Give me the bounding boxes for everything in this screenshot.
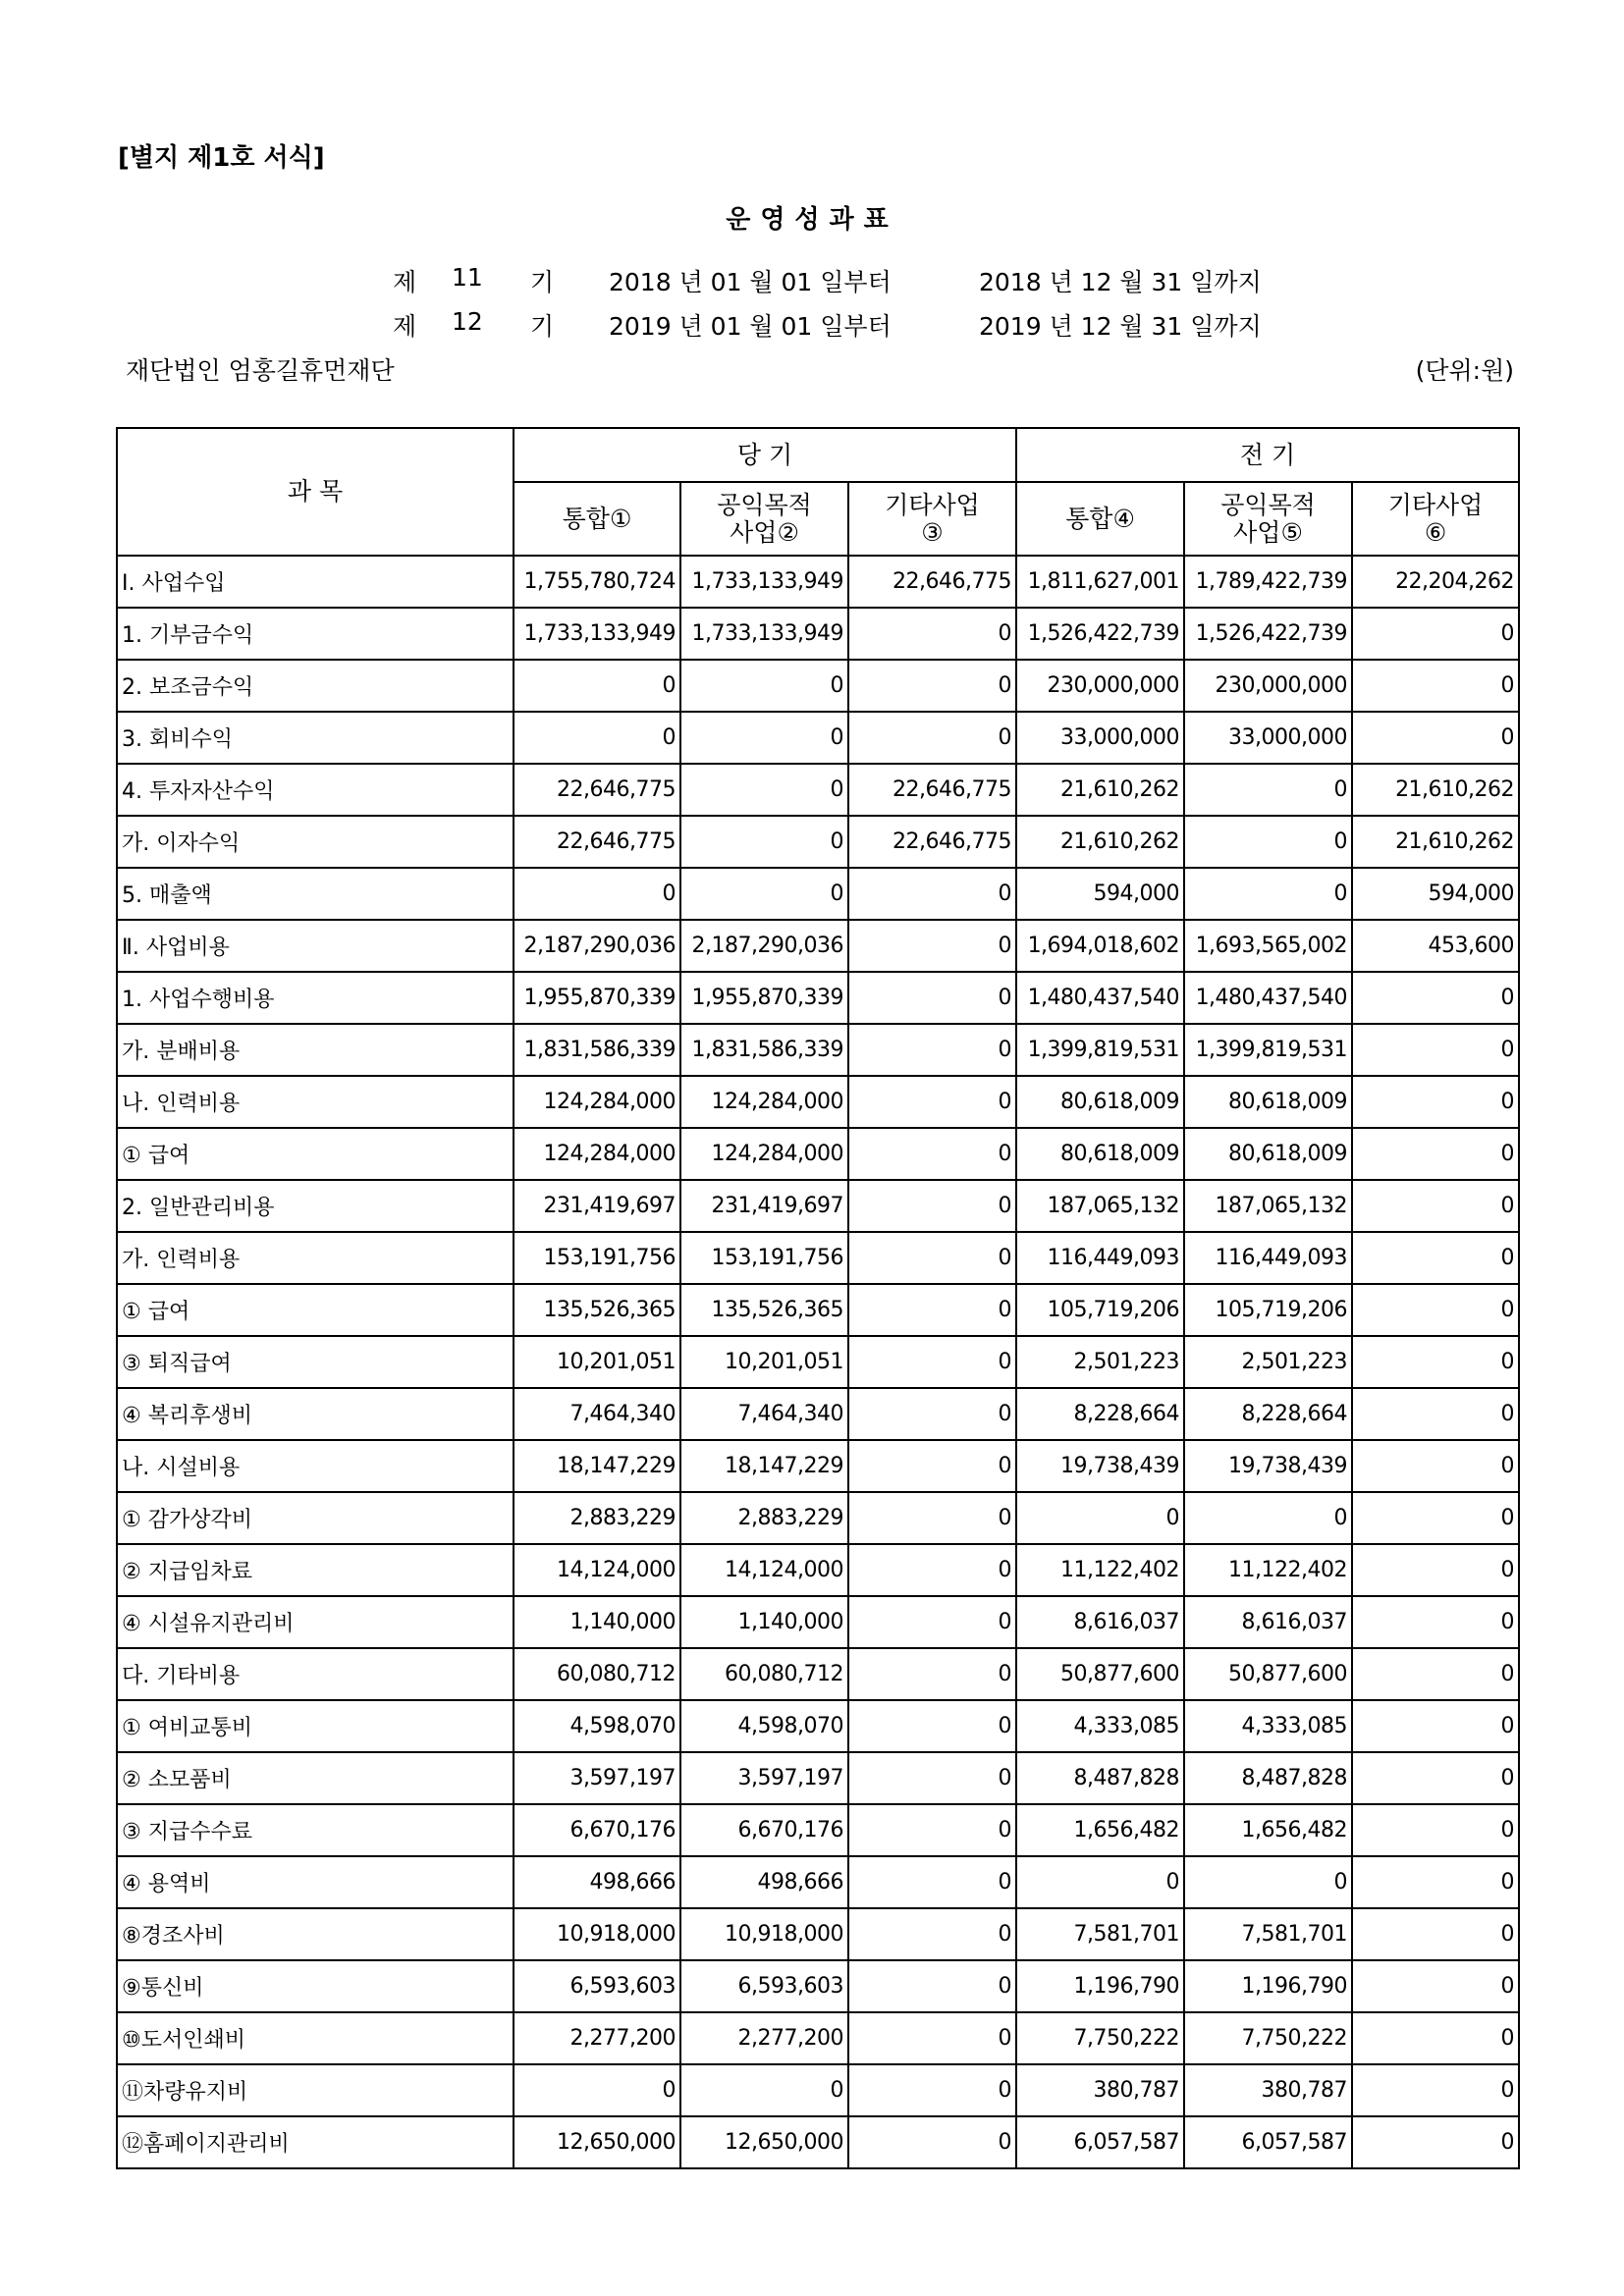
amount-cell: 8,616,037 <box>1184 1596 1352 1648</box>
amount-cell: 0 <box>848 1856 1016 1908</box>
amount-cell: 0 <box>1352 1700 1519 1752</box>
row-label: ① 감가상각비 <box>117 1492 514 1544</box>
amount-cell: 0 <box>1352 1908 1519 1960</box>
amount-cell: 7,750,222 <box>1184 2012 1352 2064</box>
amount-cell: 12,650,000 <box>514 2116 680 2168</box>
amount-cell: 0 <box>514 868 680 920</box>
amount-cell: 50,877,600 <box>1016 1648 1184 1700</box>
row-label: ② 소모품비 <box>117 1752 514 1804</box>
amount-cell: 4,333,085 <box>1016 1700 1184 1752</box>
amount-cell: 0 <box>848 660 1016 712</box>
amount-cell: 18,147,229 <box>514 1440 680 1492</box>
table-row <box>117 1336 1519 1388</box>
previous-total-header: 통합④ <box>1016 482 1184 556</box>
table-row <box>117 920 1519 972</box>
amount-cell: 498,666 <box>514 1856 680 1908</box>
amount-cell: 10,201,051 <box>680 1336 848 1388</box>
amount-cell: 1,399,819,531 <box>1016 1024 1184 1076</box>
amount-cell: 4,333,085 <box>1184 1700 1352 1752</box>
amount-cell: 21,610,262 <box>1352 764 1519 816</box>
amount-cell: 1,196,790 <box>1016 1960 1184 2012</box>
period-number: 12 <box>452 307 483 336</box>
amount-cell: 0 <box>680 868 848 920</box>
amount-cell: 7,464,340 <box>514 1388 680 1440</box>
amount-cell: 8,616,037 <box>1016 1596 1184 1648</box>
table-row <box>117 1440 1519 1492</box>
period-suffix: 기 <box>530 268 555 296</box>
table-row <box>117 1700 1519 1752</box>
amount-cell: 33,000,000 <box>1016 712 1184 764</box>
amount-cell: 0 <box>1352 1180 1519 1232</box>
amount-cell: 4,598,070 <box>514 1700 680 1752</box>
amount-cell: 2,277,200 <box>514 2012 680 2064</box>
amount-cell: 153,191,756 <box>680 1232 848 1284</box>
row-label: ⑫홈페이지관리비 <box>117 2116 514 2168</box>
table-row <box>117 1024 1519 1076</box>
amount-cell: 0 <box>680 816 848 868</box>
amount-cell: 0 <box>848 1128 1016 1180</box>
amount-cell: 0 <box>680 660 848 712</box>
row-label: 나. 시설비용 <box>117 1440 514 1492</box>
amount-cell: 6,670,176 <box>680 1804 848 1856</box>
amount-cell: 0 <box>848 2116 1016 2168</box>
amount-cell: 80,618,009 <box>1016 1076 1184 1128</box>
amount-cell: 60,080,712 <box>680 1648 848 1700</box>
amount-cell: 11,122,402 <box>1184 1544 1352 1596</box>
amount-cell: 0 <box>848 608 1016 660</box>
row-label: ③ 퇴직급여 <box>117 1336 514 1388</box>
current-period-header: 당 기 <box>514 428 1016 482</box>
amount-cell: 0 <box>848 868 1016 920</box>
amount-cell: 0 <box>848 1752 1016 1804</box>
amount-cell: 0 <box>848 1960 1016 2012</box>
amount-cell: 6,593,603 <box>514 1960 680 2012</box>
amount-cell: 0 <box>680 764 848 816</box>
amount-cell: 0 <box>1352 2064 1519 2116</box>
amount-cell: 22,204,262 <box>1352 556 1519 608</box>
table-body <box>117 556 1519 2168</box>
amount-cell: 1,526,422,739 <box>1016 608 1184 660</box>
amount-cell: 33,000,000 <box>1184 712 1352 764</box>
amount-cell: 1,140,000 <box>680 1596 848 1648</box>
amount-cell: 0 <box>848 920 1016 972</box>
amount-cell: 1,831,586,339 <box>680 1024 848 1076</box>
table-row <box>117 1856 1519 1908</box>
amount-cell: 0 <box>848 1908 1016 1960</box>
table-row <box>117 1284 1519 1336</box>
row-label: Ⅰ. 사업수입 <box>117 556 514 608</box>
amount-cell: 116,449,093 <box>1016 1232 1184 1284</box>
amount-cell: 1,733,133,949 <box>514 608 680 660</box>
period-prefix: 제 <box>393 312 417 341</box>
amount-cell: 7,581,701 <box>1184 1908 1352 1960</box>
amount-cell: 3,597,197 <box>514 1752 680 1804</box>
amount-cell: 498,666 <box>680 1856 848 1908</box>
amount-cell: 0 <box>848 1180 1016 1232</box>
row-label: Ⅱ. 사업비용 <box>117 920 514 972</box>
amount-cell: 4,598,070 <box>680 1700 848 1752</box>
row-label: ④ 용역비 <box>117 1856 514 1908</box>
amount-cell: 124,284,000 <box>514 1076 680 1128</box>
amount-cell: 10,918,000 <box>680 1908 848 1960</box>
amount-cell: 0 <box>848 2064 1016 2116</box>
row-label: ② 지급임차료 <box>117 1544 514 1596</box>
amount-cell: 0 <box>680 2064 848 2116</box>
amount-cell: 1,480,437,540 <box>1184 972 1352 1024</box>
amount-cell: 0 <box>1352 1076 1519 1128</box>
amount-cell: 0 <box>1352 1024 1519 1076</box>
amount-cell: 0 <box>1352 1388 1519 1440</box>
period-number: 11 <box>452 263 483 292</box>
amount-cell: 10,201,051 <box>514 1336 680 1388</box>
amount-cell: 11,122,402 <box>1016 1544 1184 1596</box>
row-label: ④ 복리후생비 <box>117 1388 514 1440</box>
amount-cell: 22,646,775 <box>848 556 1016 608</box>
amount-cell: 60,080,712 <box>514 1648 680 1700</box>
amount-cell: 6,057,587 <box>1184 2116 1352 2168</box>
amount-cell: 231,419,697 <box>680 1180 848 1232</box>
amount-cell: 0 <box>1184 868 1352 920</box>
table-row <box>117 1544 1519 1596</box>
amount-cell: 0 <box>848 1700 1016 1752</box>
amount-cell: 1,693,565,002 <box>1184 920 1352 972</box>
row-label: 1. 사업수행비용 <box>117 972 514 1024</box>
amount-cell: 187,065,132 <box>1016 1180 1184 1232</box>
amount-cell: 380,787 <box>1016 2064 1184 2116</box>
row-label: 가. 이자수익 <box>117 816 514 868</box>
row-label: ⑨통신비 <box>117 1960 514 2012</box>
amount-cell: 0 <box>848 712 1016 764</box>
table-row <box>117 1076 1519 1128</box>
amount-cell: 0 <box>848 1596 1016 1648</box>
amount-cell: 0 <box>1352 1596 1519 1648</box>
amount-cell: 124,284,000 <box>514 1128 680 1180</box>
amount-cell: 0 <box>848 1388 1016 1440</box>
amount-cell: 0 <box>848 1492 1016 1544</box>
amount-cell: 0 <box>1184 764 1352 816</box>
row-label: ① 급여 <box>117 1284 514 1336</box>
table-row <box>117 1648 1519 1700</box>
amount-cell: 0 <box>1352 660 1519 712</box>
amount-cell: 1,140,000 <box>514 1596 680 1648</box>
amount-cell: 0 <box>1184 1492 1352 1544</box>
amount-cell: 1,831,586,339 <box>514 1024 680 1076</box>
amount-cell: 1,480,437,540 <box>1016 972 1184 1024</box>
table-row <box>117 1128 1519 1180</box>
operating-results-table <box>116 427 1520 2169</box>
amount-cell: 230,000,000 <box>1184 660 1352 712</box>
amount-cell: 1,811,627,001 <box>1016 556 1184 608</box>
amount-cell: 594,000 <box>1016 868 1184 920</box>
row-label: 2. 일반관리비용 <box>117 1180 514 1232</box>
amount-cell: 0 <box>1352 1856 1519 1908</box>
amount-cell: 6,057,587 <box>1016 2116 1184 2168</box>
amount-cell: 0 <box>1352 1128 1519 1180</box>
row-label: ④ 시설유지관리비 <box>117 1596 514 1648</box>
amount-cell: 18,147,229 <box>680 1440 848 1492</box>
previous-other-header: 기타사업 ⑥ <box>1352 482 1519 556</box>
document-title: 운영성과표 <box>726 205 898 235</box>
amount-cell: 21,610,262 <box>1016 816 1184 868</box>
table-row <box>117 816 1519 868</box>
amount-cell: 0 <box>1352 1492 1519 1544</box>
table-row <box>117 764 1519 816</box>
table-row <box>117 1180 1519 1232</box>
amount-cell: 21,610,262 <box>1352 816 1519 868</box>
table-row <box>117 1804 1519 1856</box>
amount-cell: 0 <box>1352 608 1519 660</box>
amount-cell: 0 <box>1352 1336 1519 1388</box>
table-row <box>117 608 1519 660</box>
amount-cell: 0 <box>680 712 848 764</box>
amount-cell: 12,650,000 <box>680 2116 848 2168</box>
previous-public-header: 공익목적 사업⑤ <box>1184 482 1352 556</box>
amount-cell: 8,487,828 <box>1184 1752 1352 1804</box>
amount-cell: 80,618,009 <box>1184 1128 1352 1180</box>
amount-cell: 1,399,819,531 <box>1184 1024 1352 1076</box>
amount-cell: 0 <box>514 660 680 712</box>
row-label: 5. 매출액 <box>117 868 514 920</box>
amount-cell: 124,284,000 <box>680 1076 848 1128</box>
period-prefix: 제 <box>393 268 417 296</box>
amount-cell: 2,187,290,036 <box>514 920 680 972</box>
amount-cell: 14,124,000 <box>514 1544 680 1596</box>
amount-cell: 0 <box>1352 1648 1519 1700</box>
amount-cell: 2,883,229 <box>680 1492 848 1544</box>
amount-cell: 8,228,664 <box>1016 1388 1184 1440</box>
amount-cell: 0 <box>848 1804 1016 1856</box>
amount-cell: 0 <box>848 1440 1016 1492</box>
table-row <box>117 1960 1519 2012</box>
row-label: ⑪차량유지비 <box>117 2064 514 2116</box>
amount-cell: 1,196,790 <box>1184 1960 1352 2012</box>
table-row <box>117 2064 1519 2116</box>
amount-cell: 1,694,018,602 <box>1016 920 1184 972</box>
amount-cell: 6,593,603 <box>680 1960 848 2012</box>
previous-period-header: 전 기 <box>1016 428 1519 482</box>
amount-cell: 0 <box>848 1284 1016 1336</box>
row-label: 2. 보조금수익 <box>117 660 514 712</box>
row-label: ③ 지급수수료 <box>117 1804 514 1856</box>
current-total-header: 통합① <box>514 482 680 556</box>
amount-cell: 230,000,000 <box>1016 660 1184 712</box>
row-label: ⑩도서인쇄비 <box>117 2012 514 2064</box>
table-row <box>117 1752 1519 1804</box>
row-label: ⑧경조사비 <box>117 1908 514 1960</box>
period-start: 2019 년 01 월 01 일부터 <box>609 312 892 341</box>
current-public-header: 공익목적 사업② <box>680 482 848 556</box>
amount-cell: 3,597,197 <box>680 1752 848 1804</box>
amount-cell: 0 <box>1016 1492 1184 1544</box>
amount-cell: 0 <box>1352 712 1519 764</box>
amount-cell: 22,646,775 <box>848 816 1016 868</box>
amount-cell: 1,955,870,339 <box>680 972 848 1024</box>
amount-cell: 187,065,132 <box>1184 1180 1352 1232</box>
row-label: ① 급여 <box>117 1128 514 1180</box>
amount-cell: 0 <box>848 1024 1016 1076</box>
amount-cell: 0 <box>514 2064 680 2116</box>
amount-cell: 22,646,775 <box>848 764 1016 816</box>
subject-header: 과 목 <box>117 428 514 556</box>
row-label: 가. 인력비용 <box>117 1232 514 1284</box>
table-row <box>117 2116 1519 2168</box>
amount-cell: 135,526,365 <box>514 1284 680 1336</box>
amount-cell: 124,284,000 <box>680 1128 848 1180</box>
amount-cell: 0 <box>1352 1960 1519 2012</box>
amount-cell: 0 <box>848 1648 1016 1700</box>
amount-cell: 0 <box>1352 1752 1519 1804</box>
row-label: 나. 인력비용 <box>117 1076 514 1128</box>
table-row <box>117 868 1519 920</box>
amount-cell: 80,618,009 <box>1016 1128 1184 1180</box>
amount-cell: 0 <box>1352 1544 1519 1596</box>
amount-cell: 0 <box>1352 2116 1519 2168</box>
amount-cell: 2,501,223 <box>1016 1336 1184 1388</box>
amount-cell: 2,277,200 <box>680 2012 848 2064</box>
period-end: 2019 년 12 월 31 일까지 <box>979 312 1262 341</box>
table-row <box>117 556 1519 608</box>
row-label: 3. 회비수익 <box>117 712 514 764</box>
amount-cell: 22,646,775 <box>514 816 680 868</box>
row-label: ① 여비교통비 <box>117 1700 514 1752</box>
amount-cell: 0 <box>514 712 680 764</box>
table-row <box>117 1596 1519 1648</box>
amount-cell: 1,526,422,739 <box>1184 608 1352 660</box>
table-row <box>117 1908 1519 1960</box>
amount-cell: 2,501,223 <box>1184 1336 1352 1388</box>
table-row <box>117 1388 1519 1440</box>
amount-cell: 1,656,482 <box>1016 1804 1184 1856</box>
amount-cell: 2,883,229 <box>514 1492 680 1544</box>
table-row <box>117 1232 1519 1284</box>
amount-cell: 135,526,365 <box>680 1284 848 1336</box>
period-start: 2018 년 01 월 01 일부터 <box>609 268 892 296</box>
amount-cell: 1,656,482 <box>1184 1804 1352 1856</box>
amount-cell: 14,124,000 <box>680 1544 848 1596</box>
table-row <box>117 972 1519 1024</box>
amount-cell: 21,610,262 <box>1016 764 1184 816</box>
amount-cell: 7,581,701 <box>1016 1908 1184 1960</box>
period-suffix: 기 <box>530 312 555 341</box>
amount-cell: 0 <box>1352 1284 1519 1336</box>
amount-cell: 0 <box>848 2012 1016 2064</box>
amount-cell: 105,719,206 <box>1184 1284 1352 1336</box>
amount-cell: 1,955,870,339 <box>514 972 680 1024</box>
amount-cell: 453,600 <box>1352 920 1519 972</box>
unit-label: (단위:원) <box>1415 356 1514 385</box>
amount-cell: 19,738,439 <box>1184 1440 1352 1492</box>
table-row <box>117 1492 1519 1544</box>
amount-cell: 594,000 <box>1352 868 1519 920</box>
amount-cell: 8,228,664 <box>1184 1388 1352 1440</box>
amount-cell: 153,191,756 <box>514 1232 680 1284</box>
table-row <box>117 660 1519 712</box>
row-label: 다. 기타비용 <box>117 1648 514 1700</box>
amount-cell: 0 <box>848 1336 1016 1388</box>
form-label: [별지 제1호 서식] <box>118 143 325 173</box>
amount-cell: 231,419,697 <box>514 1180 680 1232</box>
amount-cell: 105,719,206 <box>1016 1284 1184 1336</box>
amount-cell: 1,789,422,739 <box>1184 556 1352 608</box>
amount-cell: 0 <box>848 1232 1016 1284</box>
amount-cell: 1,755,780,724 <box>514 556 680 608</box>
amount-cell: 2,187,290,036 <box>680 920 848 972</box>
current-other-header: 기타사업 ③ <box>848 482 1016 556</box>
amount-cell: 19,738,439 <box>1016 1440 1184 1492</box>
amount-cell: 7,464,340 <box>680 1388 848 1440</box>
table-row <box>117 2012 1519 2064</box>
amount-cell: 0 <box>1016 1856 1184 1908</box>
amount-cell: 0 <box>1352 1440 1519 1492</box>
table-row <box>117 712 1519 764</box>
amount-cell: 116,449,093 <box>1184 1232 1352 1284</box>
amount-cell: 10,918,000 <box>514 1908 680 1960</box>
organization-name: 재단법인 엄홍길휴먼재단 <box>126 356 395 385</box>
amount-cell: 380,787 <box>1184 2064 1352 2116</box>
amount-cell: 0 <box>848 1544 1016 1596</box>
amount-cell: 0 <box>1352 1804 1519 1856</box>
amount-cell: 1,733,133,949 <box>680 608 848 660</box>
amount-cell: 0 <box>1352 1232 1519 1284</box>
amount-cell: 0 <box>848 1076 1016 1128</box>
amount-cell: 8,487,828 <box>1016 1752 1184 1804</box>
amount-cell: 80,618,009 <box>1184 1076 1352 1128</box>
row-label: 1. 기부금수익 <box>117 608 514 660</box>
amount-cell: 1,733,133,949 <box>680 556 848 608</box>
row-label: 가. 분배비용 <box>117 1024 514 1076</box>
amount-cell: 50,877,600 <box>1184 1648 1352 1700</box>
amount-cell: 7,750,222 <box>1016 2012 1184 2064</box>
row-label: 4. 투자자산수익 <box>117 764 514 816</box>
amount-cell: 0 <box>848 972 1016 1024</box>
amount-cell: 0 <box>1352 2012 1519 2064</box>
period-end: 2018 년 12 월 31 일까지 <box>979 268 1262 296</box>
amount-cell: 0 <box>1184 816 1352 868</box>
amount-cell: 22,646,775 <box>514 764 680 816</box>
amount-cell: 0 <box>1352 972 1519 1024</box>
amount-cell: 6,670,176 <box>514 1804 680 1856</box>
amount-cell: 0 <box>1184 1856 1352 1908</box>
